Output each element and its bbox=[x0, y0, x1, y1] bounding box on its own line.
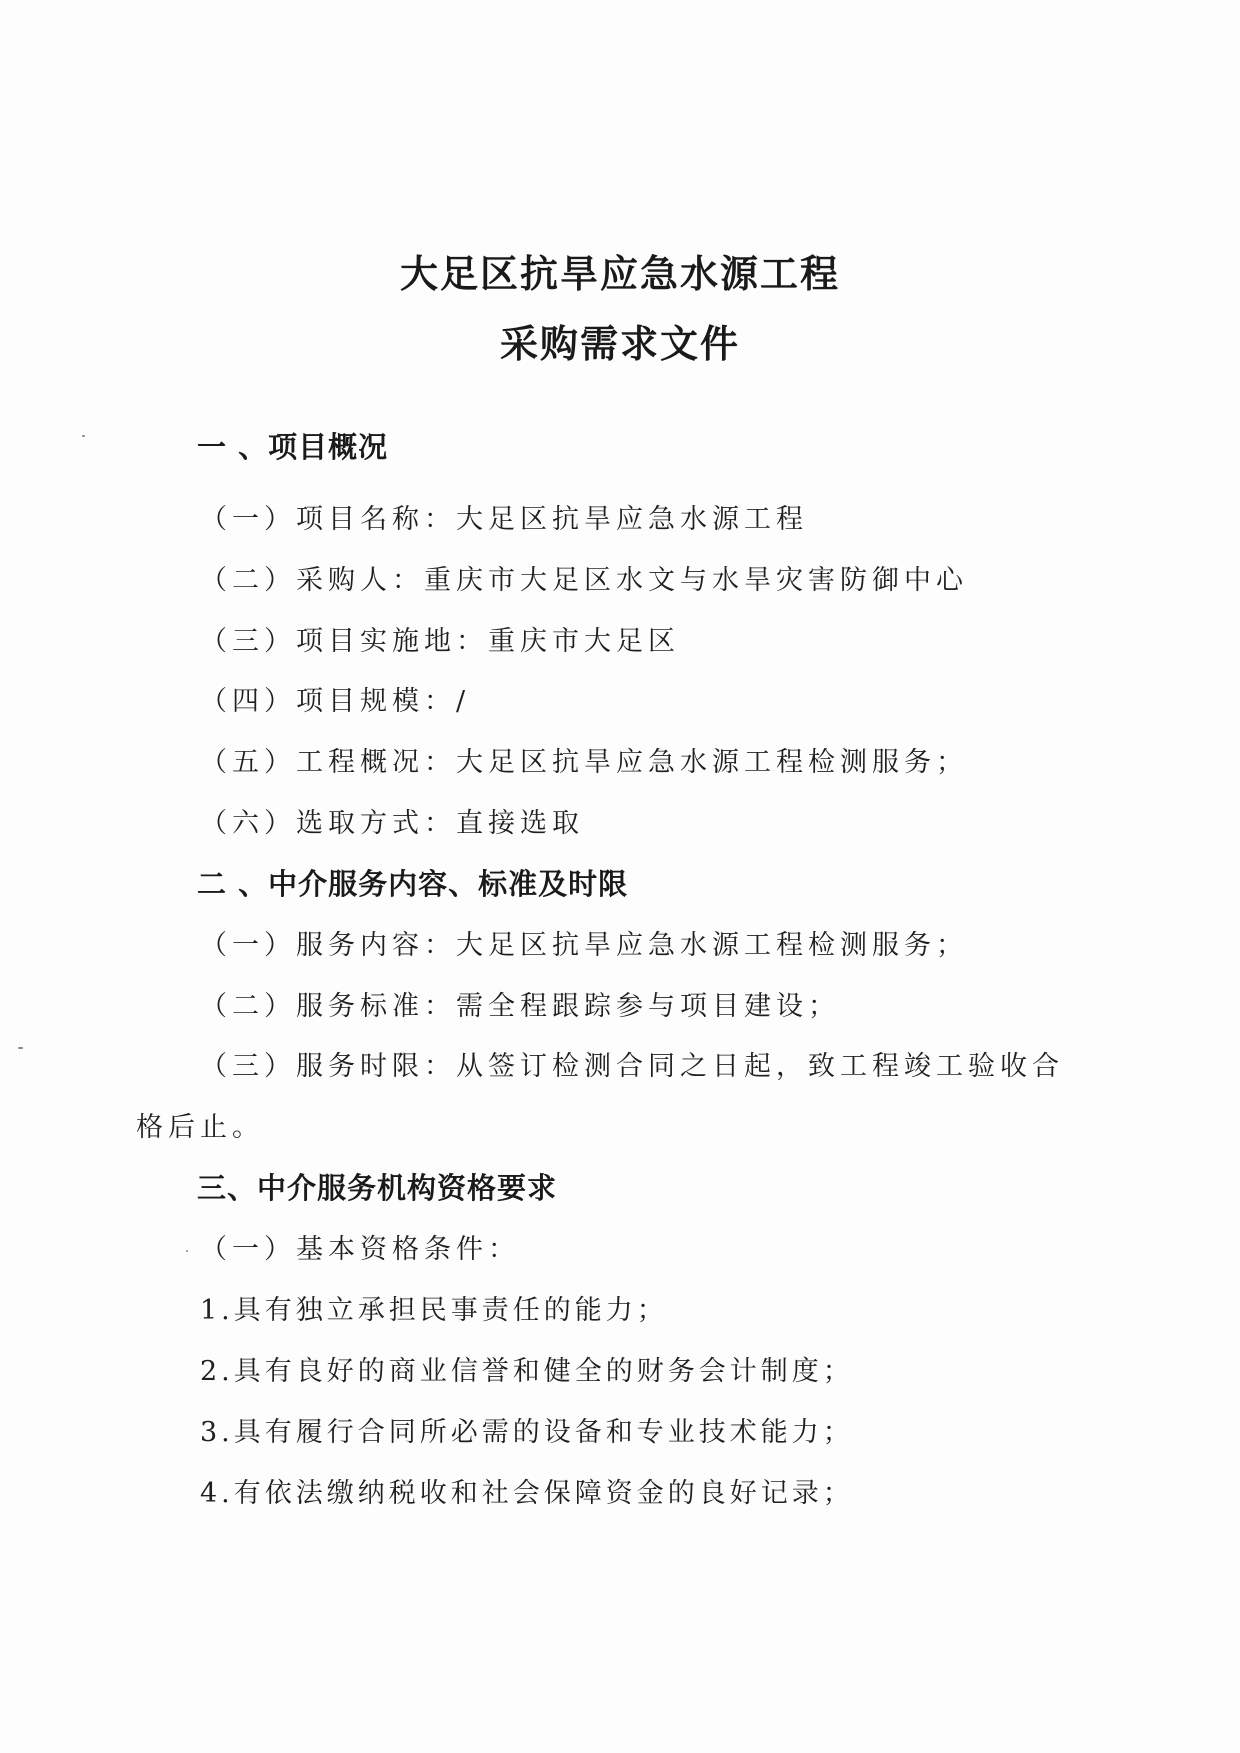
section1-heading: 一 、项目概况 bbox=[197, 430, 389, 464]
section3-item-1: 1.具有独立承担民事责任的能力； bbox=[200, 1295, 668, 1326]
section1-item-5: （五）工程概况：大足区抗旱应急水源工程检测服务； bbox=[200, 747, 968, 778]
section1-item-6: （六）选取方式：直接选取 bbox=[200, 808, 584, 839]
scan-speck bbox=[82, 435, 85, 437]
section2-heading: 二 、中介服务内容、标准及时限 bbox=[197, 867, 629, 901]
section1-item-3: （三）项目实施地：重庆市大足区 bbox=[200, 626, 680, 657]
section2-item-3: （三）服务时限：从签订检测合同之日起，致工程竣工验收合 bbox=[200, 1051, 1064, 1082]
section2-item-1: （一）服务内容：大足区抗旱应急水源工程检测服务； bbox=[200, 930, 968, 961]
scan-speck bbox=[18, 1047, 23, 1049]
scan-speck bbox=[186, 1250, 188, 1252]
section1-item-2: （二）采购人：重庆市大足区水文与水旱灾害防御中心 bbox=[200, 565, 968, 596]
section3-item-4: 4.有依法缴纳税收和社会保障资金的良好记录； bbox=[200, 1478, 854, 1509]
section2-item-3-continued: 格后止。 bbox=[136, 1112, 264, 1143]
section3-subheading: （一）基本资格条件： bbox=[200, 1234, 520, 1265]
document-title-line2: 采购需求文件 bbox=[499, 322, 740, 366]
section3-item-3: 3.具有履行合同所必需的设备和专业技术能力； bbox=[200, 1417, 854, 1448]
section1-item-1: （一）项目名称：大足区抗旱应急水源工程 bbox=[200, 504, 808, 535]
section2-item-2: （二）服务标准：需全程跟踪参与项目建设； bbox=[200, 991, 840, 1022]
section3-item-2: 2.具有良好的商业信誉和健全的财务会计制度； bbox=[200, 1356, 854, 1387]
document-title-line1: 大足区抗旱应急水源工程 bbox=[399, 252, 840, 296]
section3-heading: 三、中介服务机构资格要求 bbox=[197, 1171, 558, 1205]
section1-item-4: （四）项目规模：/ bbox=[200, 686, 471, 717]
